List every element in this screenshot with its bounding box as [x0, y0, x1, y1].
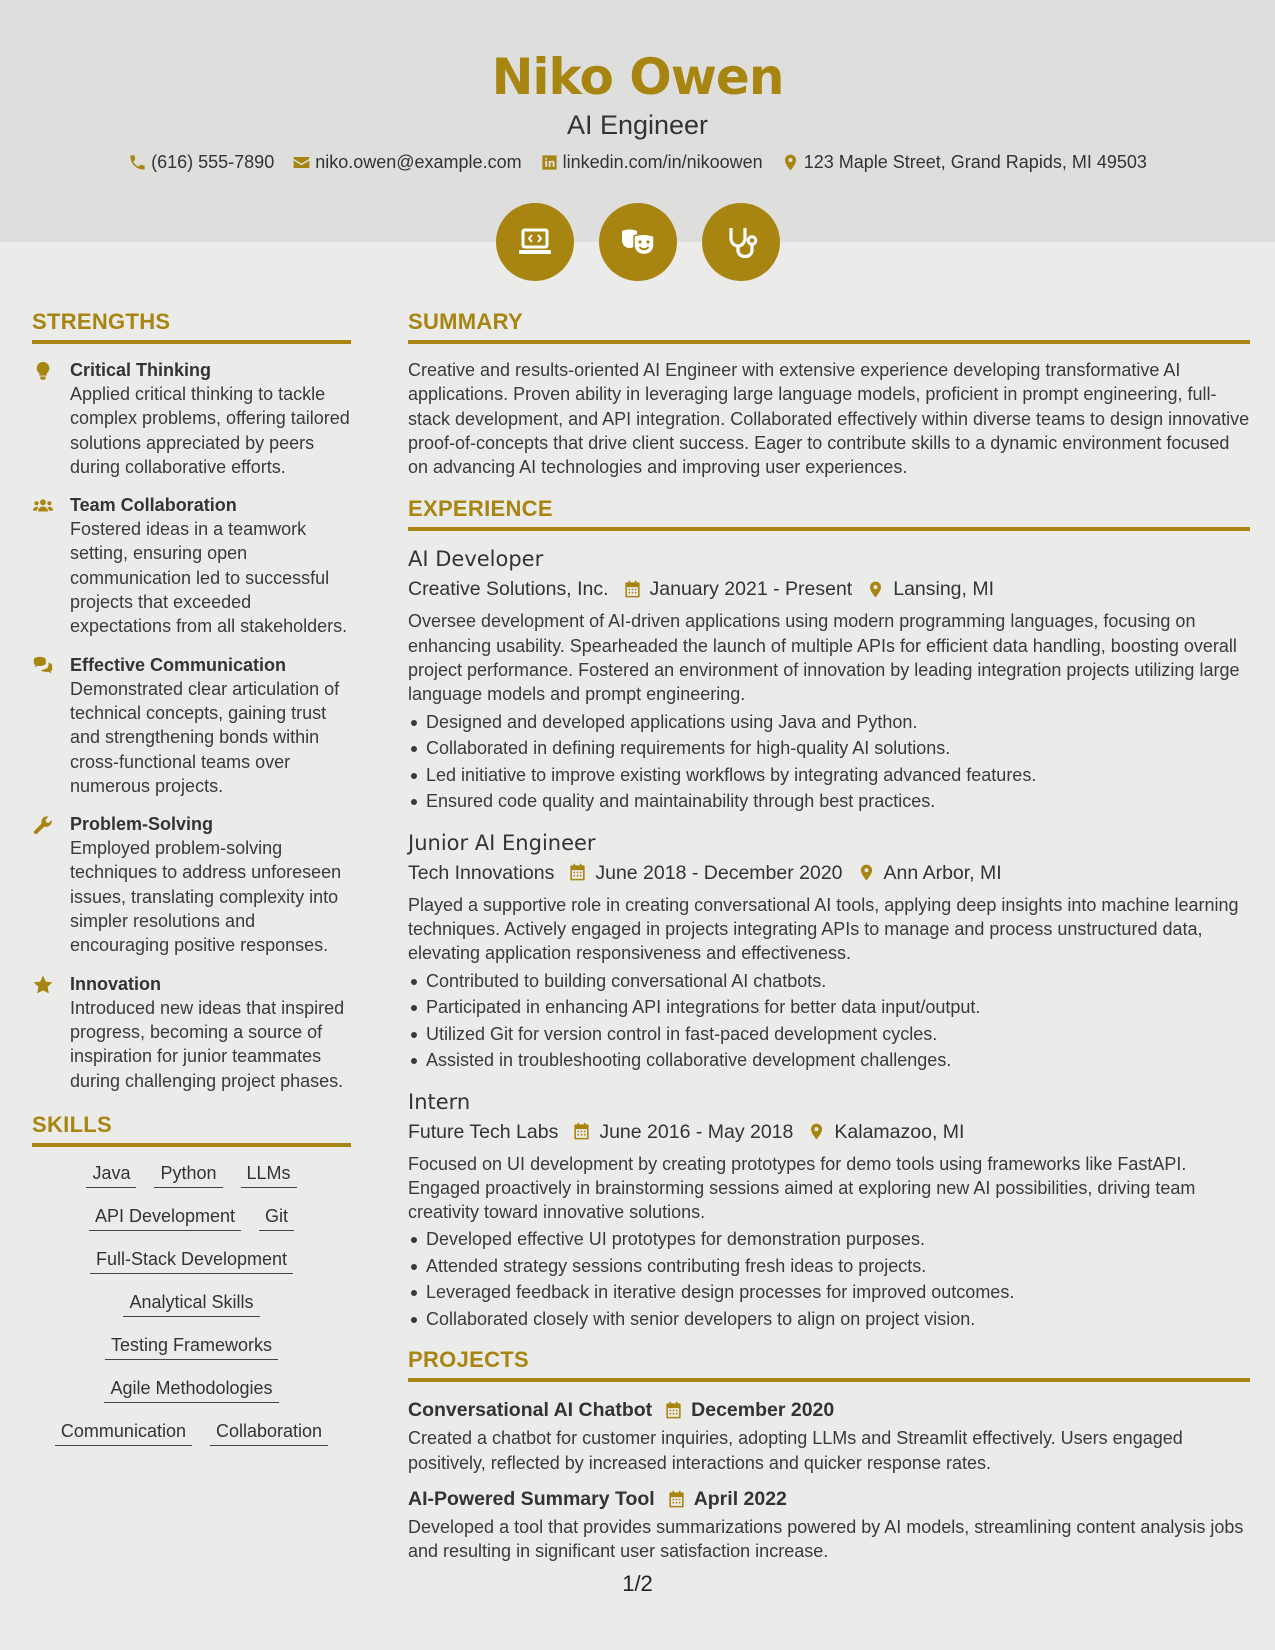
- job-desc: Played a supportive role in creating conversational AI tools, applying deep insights into machine learning techniques. Actively engaged in projects integrating APIs to manage and process unstructured data, elevating application responsiveness and effectiveness.: [408, 894, 1239, 964]
- list-item: Ensured code quality and maintainability through best practices.: [408, 788, 1250, 815]
- list-item: Collaborated closely with senior developers to align on project vision.: [408, 1306, 1250, 1333]
- list-item: Attended strategy sessions contributing fresh ideas to projects.: [408, 1253, 1250, 1280]
- list-item: Led initiative to improve existing workflows by integrating advanced features.: [408, 762, 1250, 789]
- job-desc: Focused on UI development by creating prototypes for demo tools using frameworks like FastAPI. Engaged proactively in brainstorming sessions aimed at exploring new AI possibilities, driving team creativity toward innovative solutions.: [408, 1153, 1196, 1223]
- project-head: [408, 1396, 1250, 1424]
- list-item: Designed and developed applications using Java and Python.: [408, 709, 1250, 736]
- strength-desc: Employed problem-solving techniques to address unforeseen issues, translating complexity into simpler resolutions and encouraging positive responses.: [70, 838, 342, 956]
- skill-row: [32, 1376, 351, 1403]
- list-item: Leveraged feedback in iterative design processes for improved outcomes.: [408, 1279, 1250, 1306]
- skill-tag: Testing Frameworks: [105, 1333, 278, 1360]
- skill-tag: LLMs: [241, 1161, 297, 1188]
- contact-linkedin-text[interactable]: linkedin.com/in/nikoowen: [562, 152, 763, 172]
- job-bullets: [408, 1226, 1250, 1332]
- map-pin-icon: [857, 863, 876, 882]
- job-desc: Oversee development of AI-driven applications using modern programming languages, focusing on enhancing usability. Spearheaded the launch of multiple APIs for efficient data handling, boosting overall project performance. Fostered an environment of innovation by leading integration projects utilizing large language models and prompt engineering.: [408, 611, 1240, 705]
- skill-row: [32, 1161, 351, 1188]
- interest-badges: [0, 203, 1275, 281]
- project-entry: [408, 1396, 1250, 1475]
- project-entry: [408, 1485, 1250, 1564]
- project-desc: Created a chatbot for customer inquiries, adopting LLMs and Streamlit effectively. Users engaged positively, reflected by increased interactions and quicker response rates.: [408, 1428, 1183, 1473]
- strength-title: Effective Communication: [70, 654, 287, 675]
- star-icon: [32, 974, 54, 996]
- projects-heading: PROJECTS: [408, 1346, 1250, 1382]
- calendar-icon: [572, 1122, 591, 1141]
- list-item: Contributed to building conversational AI chatbots.: [408, 968, 1250, 995]
- calendar-icon: [667, 1490, 686, 1509]
- summary-text: Creative and results-oriented AI Engineer with extensive experience developing transformative AI applications. Proven ability in leveraging large language models, proficient in prompt engineering, full-stack development, and API integration. Collaborated effectively within diverse teams to design innovative proof-of-concepts that drive client success. Eager to contribute skills to a dynamic environment focused on advancing AI technologies and improving user experiences.: [408, 360, 1250, 478]
- strength-item: [32, 358, 351, 479]
- job-meta: [408, 1118, 1250, 1146]
- page-number: 1/2: [622, 1571, 653, 1596]
- skill-row: [32, 1290, 351, 1317]
- comments-icon: [32, 655, 54, 677]
- calendar-icon: [664, 1401, 683, 1420]
- skill-tag: Collaboration: [210, 1419, 328, 1446]
- job-dates: January 2021 - Present: [649, 578, 853, 601]
- contact-address-text: 123 Maple Street, Grand Rapids, MI 49503: [803, 152, 1147, 172]
- job-dates: June 2018 - December 2020: [595, 861, 843, 884]
- strength-item: [32, 493, 351, 638]
- contact-address: [781, 152, 1147, 173]
- calendar-icon: [623, 580, 642, 599]
- skill-row: [32, 1204, 351, 1231]
- job-location: Ann Arbor, MI: [883, 861, 1002, 884]
- job-title: Intern: [408, 1089, 471, 1114]
- job-bullets: [408, 709, 1250, 815]
- left-column: [32, 308, 351, 1462]
- contact-bar: [0, 152, 1275, 173]
- contact-phone: [128, 152, 274, 173]
- contact-email-text[interactable]: niko.owen@example.com: [315, 152, 522, 172]
- list-item: Developed effective UI prototypes for demonstration purposes.: [408, 1226, 1250, 1253]
- strength-title: Critical Thinking: [70, 360, 212, 380]
- wrench-icon: [32, 814, 54, 836]
- skill-row: [32, 1333, 351, 1360]
- strength-desc: Applied critical thinking to tackle complex problems, offering tailored solutions appreciated by peers during collaborative efforts.: [70, 384, 350, 477]
- badge-masks: [599, 203, 677, 281]
- experience-heading: EXPERIENCE: [408, 495, 1250, 531]
- contact-email[interactable]: [292, 152, 521, 173]
- map-pin-icon: [866, 580, 885, 599]
- strength-item: [32, 653, 351, 798]
- strength-desc: Introduced new ideas that inspired progress, becoming a source of inspiration for junior teammates during challenging project phases.: [70, 997, 345, 1091]
- skill-tag: Agile Methodologies: [104, 1376, 278, 1403]
- envelope-icon: [292, 153, 311, 172]
- job-bullets: [408, 968, 1250, 1074]
- skill-tag: Full-Stack Development: [90, 1247, 293, 1274]
- strengths-heading: STRENGTHS: [32, 308, 351, 344]
- project-name: AI-Powered Summary Tool: [408, 1488, 655, 1511]
- skill-tag: Python: [154, 1161, 222, 1188]
- users-icon: [32, 495, 54, 517]
- skill-row: [32, 1247, 351, 1274]
- contact-phone-text: (616) 555-7890: [151, 152, 275, 172]
- job-dates: June 2016 - May 2018: [599, 1120, 794, 1143]
- candidate-name: Niko Owen: [491, 48, 784, 106]
- project-date: April 2022: [693, 1488, 787, 1511]
- laptop-code-icon: [515, 222, 555, 262]
- job-entry: [408, 829, 1250, 1074]
- contact-linkedin[interactable]: [540, 152, 763, 173]
- job-meta: [408, 859, 1250, 887]
- job-entry: [408, 1088, 1250, 1333]
- skills-list: [32, 1161, 351, 1446]
- lightbulb-icon: [32, 360, 54, 382]
- skill-tag: API Development: [89, 1204, 241, 1231]
- project-name: Conversational AI Chatbot: [408, 1399, 653, 1422]
- candidate-role: AI Engineer: [566, 110, 709, 140]
- skill-row: [32, 1419, 351, 1446]
- list-item: Participated in enhancing API integrations for better data input/output.: [408, 994, 1250, 1021]
- job-company: Tech Innovations: [408, 861, 555, 884]
- job-company: Future Tech Labs: [408, 1120, 559, 1143]
- job-location: Kalamazoo, MI: [834, 1120, 965, 1143]
- map-pin-icon: [807, 1122, 826, 1141]
- list-item: Collaborated in defining requirements for high-quality AI solutions.: [408, 735, 1250, 762]
- strength-title: Problem-Solving: [70, 814, 214, 835]
- badge-laptop: [496, 203, 574, 281]
- job-title: Junior AI Engineer: [408, 830, 596, 855]
- skill-tag: Communication: [55, 1419, 192, 1446]
- job-meta: [408, 575, 1250, 603]
- project-head: [408, 1485, 1250, 1513]
- skill-tag: Git: [259, 1204, 294, 1231]
- theater-masks-icon: [618, 222, 658, 262]
- skill-tag: Analytical Skills: [123, 1290, 259, 1317]
- project-desc: Developed a tool that provides summarizations powered by AI models, streamlining content analysis jobs and resulting in significant user satisfaction increase.: [408, 1517, 1244, 1562]
- list-item: Assisted in troubleshooting collaborative development challenges.: [408, 1047, 1250, 1074]
- job-location: Lansing, MI: [893, 578, 995, 601]
- strength-desc: Demonstrated clear articulation of technical concepts, gaining trust and strengthening bonds within cross-functional teams over numerous projects.: [70, 678, 340, 796]
- strength-title: Team Collaboration: [70, 495, 237, 516]
- stethoscope-icon: [721, 222, 761, 262]
- project-date: December 2020: [691, 1399, 835, 1422]
- summary-heading: SUMMARY: [408, 308, 1250, 344]
- strength-desc: Fostered ideas in a teamwork setting, ensuring open communication led to successful projects that exceeded expectations from all stakeholders.: [70, 519, 348, 637]
- skill-tag: Java: [86, 1161, 136, 1188]
- strength-title: Innovation: [70, 973, 161, 994]
- calendar-icon: [568, 863, 587, 882]
- strength-item: [32, 812, 351, 957]
- badge-stethoscope: [702, 203, 780, 281]
- linkedin-icon: [540, 153, 559, 172]
- list-item: Utilized Git for version control in fast-paced development cycles.: [408, 1021, 1250, 1048]
- job-entry: [408, 545, 1250, 814]
- map-pin-icon: [781, 153, 800, 172]
- skills-heading: SKILLS: [32, 1111, 351, 1147]
- right-column: [408, 308, 1250, 1574]
- strength-item: [32, 972, 351, 1093]
- job-company: Creative Solutions, Inc.: [408, 578, 609, 601]
- job-title: AI Developer: [408, 547, 544, 572]
- phone-icon: [128, 153, 147, 172]
